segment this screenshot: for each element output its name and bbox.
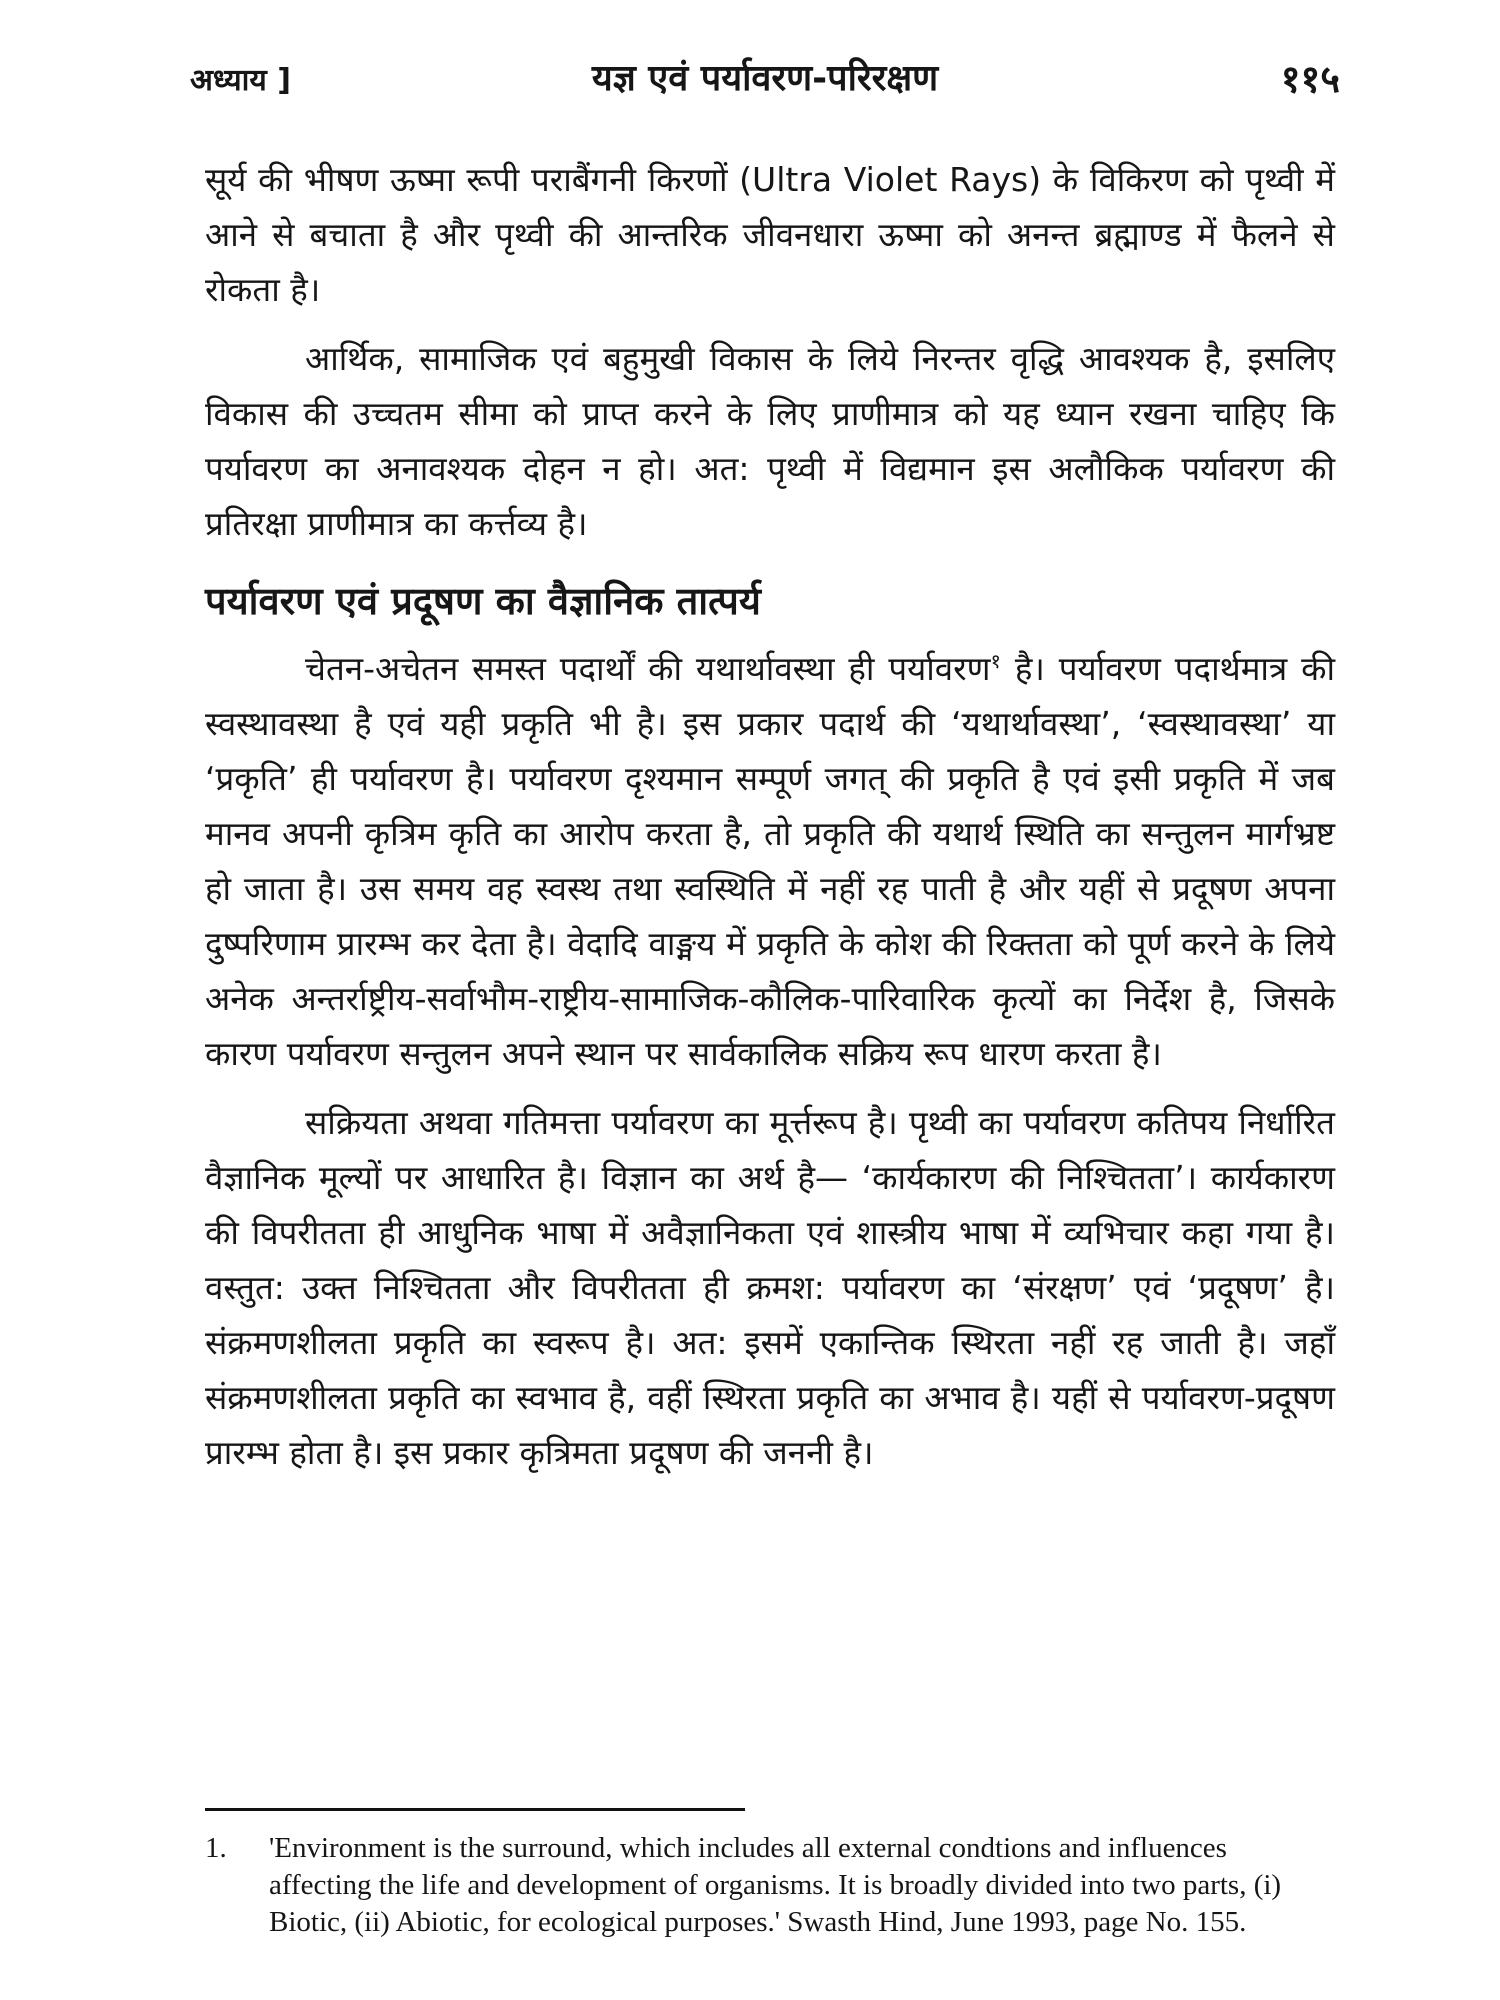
- footnote: [205, 1830, 1335, 1941]
- running-header: [190, 52, 1340, 112]
- paragraph-3-rest: है। पर्यावरण पदार्थमात्र की स्वस्थावस्था है एवं यही प्रकृति भी है। इस प्रकार पदार्थ की ‘यथार्थावस्था’, ‘स्वस्थावस्था’ या ‘प्रकृति’ ही पर्यावरण है। पर्यावरण दृश्यमान सम्पूर्ण जगत् की प्रकृति है एवं इसी प्रकृति में जब मानव अपनी कृत्रिम कृति का आरोप करता है, तो प्रकृति की यथार्थ स्थिति का सन्तुलन मार्गभ्रष्ट हो जाता है। उस समय वह स्वस्थ तथा स्वस्थिति में नहीं रह पाती है और यहीं से प्रदूषण अपना दुष्परिणाम प्रारम्भ कर देता है। वेदादि वाङ्मय में प्रकृति के कोश की रिक्तता को पूर्ण करने के लिये अनेक अन्तर्राष्ट्रीय-सर्वाभौम-राष्ट्रीय-सामाजिक-कौलिक-पारिवारिक कृत्यों का निर्देश है, जिसके कारण पर्यावरण सन्तुलन अपने स्थान पर सार्वकालिक सक्रिय रूप धारण करता है।: [205, 649, 1335, 1073]
- footnote-divider: [205, 1808, 745, 1811]
- paragraph-3: [205, 641, 1335, 1081]
- chapter-label: अध्याय ]: [190, 63, 291, 98]
- paragraph-1: सूर्य की भीषण ऊष्मा रूपी पराबैंगनी किरणों (Ultra Violet Rays) के विकिरण को पृथ्वी में आने से बचाता है और पृथ्वी की आन्तरिक जीवनधारा ऊष्मा को अनन्त ब्रह्माण्ड में फैलने से रोकता है।: [205, 160, 1335, 309]
- running-title: यज्ञ एवं पर्यावरण-परिरक्षण: [591, 58, 939, 99]
- paragraph-3-start: चेतन-अचेतन समस्त पदार्थों की यथार्थावस्था ही पर्यावरण: [305, 649, 991, 688]
- footnote-number: 1.: [205, 1832, 227, 1864]
- paragraph-2: आर्थिक, सामाजिक एवं बहुमुखी विकास के लिये निरन्तर वृद्धि आवश्यक है, इसलिए विकास की उच्चतम सीमा को प्राप्त करने के लिए प्राणीमात्र को यह ध्यान रखना चाहिए कि पर्यावरण का अनावश्यक दोहन न हो। अत: पृथ्वी में विद्यमान इस अलौकिक पर्यावरण की प्रतिरक्षा प्राणीमात्र का कर्त्तव्य है।: [205, 339, 1335, 543]
- page-number: ११५: [1280, 57, 1340, 101]
- section-heading: पर्यावरण एवं प्रदूषण का वैज्ञानिक तात्पर्य: [205, 579, 761, 623]
- footnote-text: 'Environment is the surround, which includes all external condtions and influences affecting the life and development of organisms. It is broadly divided into two parts, (i) Biotic, (ii) Abiotic, for ecological purposes.' Swasth Hind, June 1993, page No. 155.: [269, 1832, 1282, 1938]
- footnote-reference: १: [990, 649, 1001, 673]
- paragraph-4: सक्रियता अथवा गतिमत्ता पर्यावरण का मूर्त्तरूप है। पृथ्वी का पर्यावरण कतिपय निर्धारित वैज्ञानिक मूल्यों पर आधारित है। विज्ञान का अर्थ है— ‘कार्यकारण की निश्चितता’। कार्यकारण की विपरीतता ही आधुनिक भाषा में अवैज्ञानिकता एवं शास्त्रीय भाषा में व्यभिचार कहा गया है। वस्तुत: उक्त निश्चितता और विपरीतता ही क्रमश: पर्यावरण का ‘संरक्षण’ एवं ‘प्रदूषण’ है। संक्रमणशीलता प्रकृति का स्वरूप है। अत: इसमें एकान्तिक स्थिरता नहीं रह जाती है। जहाँ संक्रमणशीलता प्रकृति का स्वभाव है, वहीं स्थिरता प्रकृति का अभाव है। यहीं से पर्यावरण-प्रदूषण प्रारम्भ होता है। इस प्रकार कृत्रिमता प्रदूषण की जननी है।: [205, 1103, 1335, 1472]
- body-text: [205, 152, 1335, 1494]
